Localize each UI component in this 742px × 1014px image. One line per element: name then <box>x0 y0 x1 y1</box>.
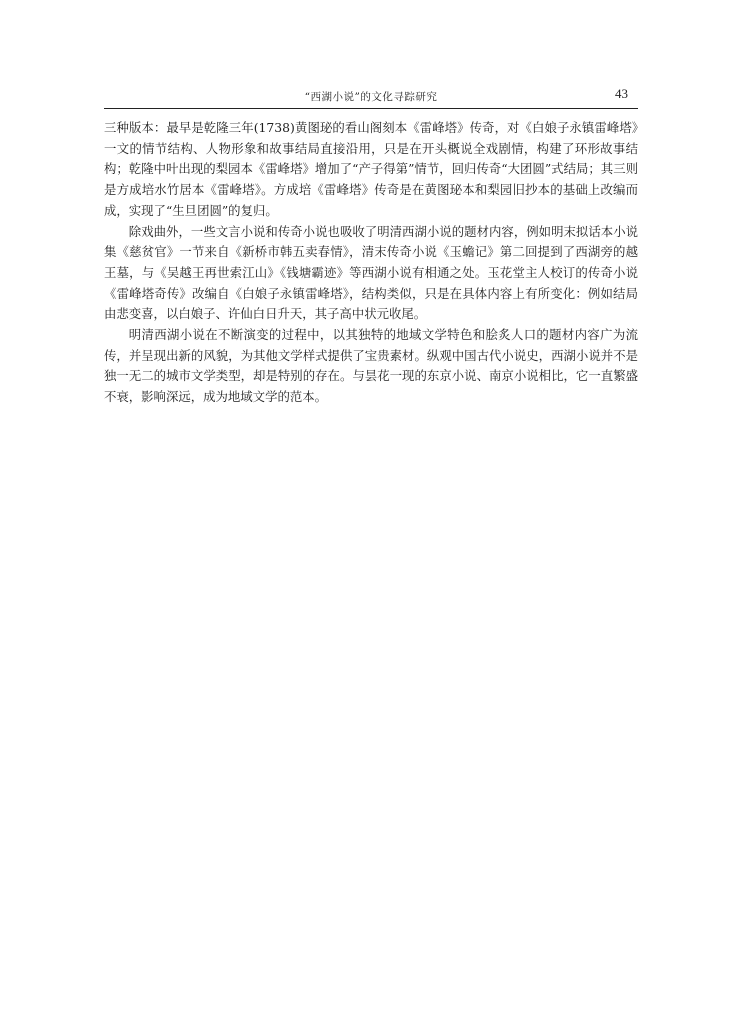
paragraph: 明清西湖小说在不断演变的过程中，以其独特的地域文学特色和脍炙人口的题材内容广为流传，并呈现出新的风貌，为其他文学样式提供了宝贵素材。纵观中国古代小说史，西湖小说并不是独一无二的城市文学类型，却是特别的存在。与昙花一现的东京小说、南京小说相比，它一直繁盛不衰，影响深远，成为地域文学的范本。 <box>104 327 638 405</box>
paragraph: 除戏曲外，一些文言小说和传奇小说也吸收了明清西湖小说的题材内容，例如明末拟话本小说集《慈贫官》一节来自《新桥市韩五卖春情》，清末传奇小说《玉蟾记》第二回提到了西湖旁的越王墓，与《吴越王再世索江山》《钱塘霸迹》等西湖小说有相通之处。玉花堂主人校订的传奇小说《雷峰塔奇传》改编自《白娘子永镇雷峰塔》，结构类似，只是在具体内容上有所变化：例如结局由悲变喜，以白娘子、许仙白日升天，其子高中状元收尾。 <box>104 223 638 322</box>
header-title: “西湖小说”的文化寻踪研究 <box>304 91 438 103</box>
paragraph-continued: 三种版本：最早是乾隆三年(1738)黄图珌的看山阁刻本《雷峰塔》传奇，对《白娘子永镇雷峰塔》一文的情节结构、人物形象和故事结局直接沿用，只是在开头概说全戏剧情，构建了环形故事结构；乾隆中叶出现的梨园本《雷峰塔》增加了“产子得第”情节，回归传奇“大团圆”式结局；其三则是方成培水竹居本《雷峰塔》。方成培《雷峰塔》传奇是在黄图珌本和梨园旧抄本的基础上改编而成，实现了“生旦团圆”的复归。 <box>104 120 638 218</box>
page-number: 43 <box>615 86 628 101</box>
running-header <box>104 86 638 109</box>
body-text <box>104 118 638 408</box>
